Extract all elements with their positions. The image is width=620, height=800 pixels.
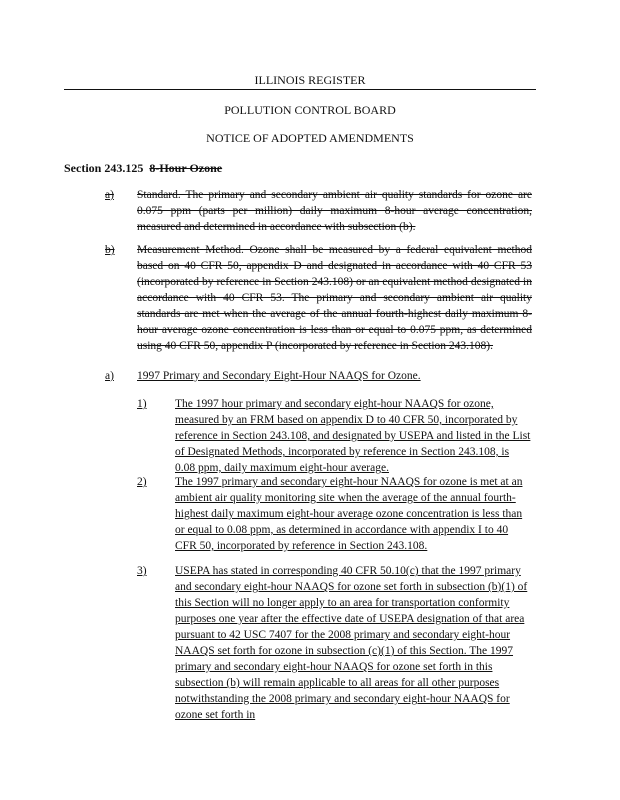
item-marker-1: 1): [137, 398, 147, 410]
register-title: ILLINOIS REGISTER: [254, 73, 366, 87]
item-text-2: The 1997 primary and secondary eight-hour NAAQS for ozone is met at an ambient air quality monitoring site when the average of the annual fourth-highest daily maximum eight-hour average ozone concentration is less than or equal to 0.08 ppm, as determined in accordance with appendix I to 40 CFR 50, incorporated by reference in Section 243.108.: [175, 476, 523, 552]
struck-paragraph-b: Measurement Method. Ozone shall be measured by a federal equivalent method based on 40 CFR 50, appendix D and designated in accordance with 40 CFR 53 (incorporated by reference in Section 243.108) or an equivalent method designated in accordance with 40 CFR 53. The primary and secondary ambient air quality standards are met when the average of the annual fourth-highest daily maximum 8-hour average ozone concentration is less than or equal to 0.075 ppm, as determined using 40 CFR 50, appendix P (incorporated by reference in Section 243.108).: [137, 244, 532, 352]
item-marker-2: 2): [137, 476, 147, 488]
header-rule: [64, 89, 536, 90]
struck-paragraph-a: Standard. The primary and secondary ambient air quality standards for ozone are 0.075 ppm (parts per million) daily maximum 8-hour average concentration, measured and determined in accordance with subsection (b).: [137, 189, 532, 233]
subsection-marker-a: a): [105, 370, 114, 382]
struck-paragraph-marker-b: b): [105, 244, 115, 256]
item-text-1: The 1997 hour primary and secondary eight-hour NAAQS for ozone, measured by an FRM based on appendix D to 40 CFR 50, incorporated by reference in Section 243.108, and designated by USEPA and listed in the List of Designated Methods, incorporated by reference in Section 243.108, is 0.08 ppm, daily maximum eight-hour average.: [175, 398, 531, 474]
item-marker-3: 3): [137, 565, 147, 577]
board-title: POLLUTION CONTROL BOARD: [224, 103, 396, 117]
item-text-3: USEPA has stated in corresponding 40 CFR 50.10(c) that the 1997 primary and secondary eight-hour NAAQS for ozone set forth in subsection (b)(1) of this Section will no longer apply to an area for transportation conformity purposes one year after the effective date of USEPA designation of that area pursuant to 42 USC 7407 for the 2008 primary and secondary eight-hour NAAQS set forth for ozone in subsection (c)(1) of this Section. The 1997 primary and secondary eight-hour NAAQS for ozone set forth in this subsection (b) will remain applicable to all areas for all other purposes notwithstanding the 2008 primary and secondary eight-hour NAAQS for ozone set forth in: [175, 565, 528, 721]
subsection-title: 1997 Primary and Secondary Eight-Hour NAAQS for Ozone.: [137, 370, 421, 382]
section-heading: [64, 160, 222, 176]
section-number: Section 243.125: [64, 161, 144, 175]
section-title-struck: 8-Hour Ozone: [149, 161, 223, 175]
notice-title: NOTICE OF ADOPTED AMENDMENTS: [206, 131, 414, 145]
struck-paragraph-marker-a: a): [105, 189, 114, 201]
